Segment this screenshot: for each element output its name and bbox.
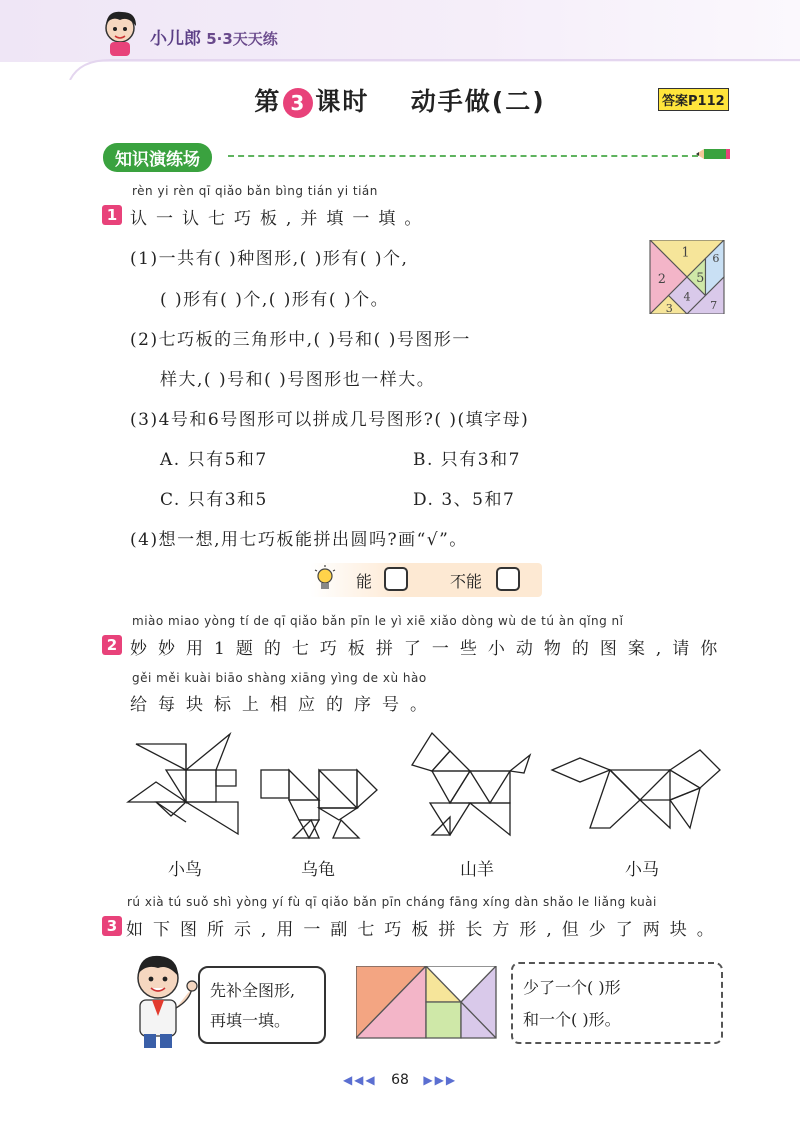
q1-option-b: B. 只有3和7 bbox=[413, 450, 521, 470]
q1-part3: (3)4号和6号图形可以拼成几号图形?( )(填字母) bbox=[130, 410, 530, 430]
section-label: 知识演练场 bbox=[103, 143, 212, 172]
q2-number-badge: 2 bbox=[102, 635, 122, 655]
pencil-icon bbox=[696, 147, 730, 161]
title-prefix: 第 bbox=[254, 87, 282, 116]
brand-main: 小儿郎 bbox=[150, 29, 201, 49]
turtle-figure bbox=[259, 768, 381, 840]
animal-label-bird: 小鸟 bbox=[168, 860, 202, 880]
q2-pinyin-1: miào miao yòng tí de qī qiǎo bǎn pīn le yì xiē xiǎo dòng wù de tú àn qǐng nǐ bbox=[132, 614, 624, 628]
q3-number-badge: 3 bbox=[102, 916, 122, 936]
speech-bubble bbox=[198, 966, 326, 1044]
answer-line-2: 和一个( )形。 bbox=[523, 1010, 621, 1029]
tangram-label-7: 7 bbox=[710, 298, 718, 312]
brand-sub: 5·3天天练 bbox=[206, 30, 278, 48]
goat-figure bbox=[410, 731, 532, 839]
q2-text-1: 妙妙用1题的七巧板拼了一些小动物的图案,请你 bbox=[130, 639, 729, 659]
q1-option-a: A. 只有5和7 bbox=[160, 450, 268, 470]
q3-pinyin: rú xià tú suǒ shì yòng yí fù qī qiǎo bǎn pīn cháng fāng xíng dàn shǎo le liǎng kuài bbox=[127, 895, 657, 909]
q1-part1-line1: (1)一共有( )种图形,( )形有( )个, bbox=[130, 249, 409, 269]
horse-figure bbox=[550, 748, 724, 830]
animal-label-goat: 山羊 bbox=[460, 860, 494, 880]
section-divider bbox=[228, 155, 698, 157]
tangram-square bbox=[648, 240, 726, 314]
bird-figure bbox=[126, 730, 244, 836]
boy-character bbox=[120, 950, 198, 1050]
tangram-label-3: 3 bbox=[665, 301, 673, 314]
q1-part2-line2: 样大,( )号和( )号图形也一样大。 bbox=[160, 370, 436, 390]
answer-reference: 答案P112 bbox=[658, 88, 729, 111]
q2-pinyin-2: gěi měi kuài biāo shàng xiāng yìng de xù hào bbox=[132, 671, 427, 685]
bubble-line-2: 再填一填。 bbox=[210, 1011, 291, 1030]
animal-label-turtle: 乌龟 bbox=[301, 860, 335, 880]
title-name: 动手做(二) bbox=[410, 87, 546, 116]
right-arrows-icon: ▶▶▶ bbox=[423, 1073, 458, 1087]
tangram-label-4: 4 bbox=[683, 290, 691, 304]
incomplete-rectangle bbox=[356, 966, 498, 1040]
q1-part1-line2: ( )形有( )个,( )形有( )个。 bbox=[160, 290, 390, 310]
title-suffix: 课时 bbox=[315, 87, 370, 116]
tangram-label-1: 1 bbox=[681, 244, 690, 260]
page-footer bbox=[0, 1072, 800, 1088]
yes-label: 能 bbox=[356, 572, 373, 591]
q1-pinyin: rèn yi rèn qī qiǎo bǎn bìng tián yi tián bbox=[132, 184, 378, 198]
q3-text: 如下图所示,用一副七巧板拼长方形,但少了两块。 bbox=[126, 920, 724, 940]
q1-part2-line1: (2)七巧板的三角形中,( )号和( )号图形一 bbox=[130, 330, 471, 350]
no-label: 不能 bbox=[450, 572, 483, 591]
lesson-number-badge: 3 bbox=[283, 88, 313, 118]
lightbulb-icon bbox=[312, 564, 338, 594]
tangram-label-2: 2 bbox=[657, 270, 666, 286]
left-arrows-icon: ◀◀◀ bbox=[342, 1073, 377, 1087]
no-checkbox[interactable] bbox=[496, 567, 520, 591]
q1-option-c: C. 只有3和5 bbox=[160, 490, 268, 510]
animal-label-horse: 小马 bbox=[625, 860, 659, 880]
answer-line-1: 少了一个( )形 bbox=[523, 978, 621, 997]
brand bbox=[150, 24, 278, 49]
q1-text: 认一认七巧板,并填一填。 bbox=[130, 209, 431, 229]
q1-number-badge: 1 bbox=[102, 205, 122, 225]
bubble-line-1: 先补全图形, bbox=[210, 981, 296, 1000]
q1-option-d: D. 3、5和7 bbox=[413, 490, 516, 510]
answer-box bbox=[511, 962, 723, 1044]
yes-checkbox[interactable] bbox=[384, 567, 408, 591]
page-number: 68 bbox=[391, 1072, 409, 1088]
q1-part4: (4)想一想,用七巧板能拼出圆吗?画“√”。 bbox=[130, 530, 468, 550]
tangram-label-6: 6 bbox=[712, 252, 720, 266]
tangram-label-5: 5 bbox=[696, 270, 705, 286]
mascot-avatar bbox=[98, 8, 144, 58]
q2-text-2: 给每块标上相应的序号。 bbox=[130, 695, 438, 715]
